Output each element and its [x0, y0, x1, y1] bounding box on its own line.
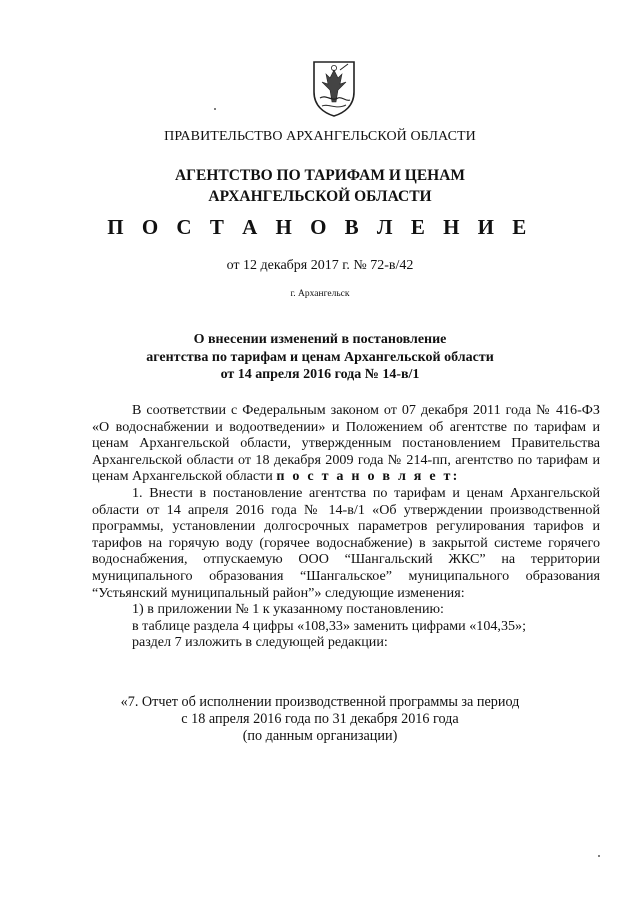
coat-of-arms-archangel-icon	[310, 58, 358, 118]
subject-line3: от 14 апреля 2016 года № 14-в/1	[220, 367, 420, 382]
section-7-heading	[0, 694, 640, 746]
sub-item-table-change: в таблице раздела 4 цифры «108,33» заменить цифрами «104,35»;	[132, 617, 526, 634]
section-7-line1: «7. Отчет об исполнении производственной программы за период	[120, 694, 520, 710]
scan-speck	[214, 108, 216, 110]
preamble-paragraph	[92, 402, 600, 485]
resolves-keyword: п о с т а н о в л я е т:	[276, 468, 460, 485]
subject-line1: О внесении изменений в постановление	[193, 332, 447, 347]
item-1-paragraph: 1. Внести в постановление агентства по тарифам и ценам Архангельской области от 14 апреля 2016 года № 14-в/1 «Об утверждении производственной программы, установлении долгосрочных параметров регулирования тарифов и тарифов на горячую воду (горячее водоснабжение) в закрытой системе горячего водоснабжения, отпускаемую ООО “Шангальский ЖКС” на территории муниципального образования “Шангальское” муниципального образования “Устьянский муниципальный район”» следующие изменения:	[92, 484, 600, 601]
sub-item-1: 1) в приложении № 1 к указанному постановлению:	[132, 601, 444, 618]
section-7-line3: (по данным организации)	[242, 728, 398, 745]
agency-title	[0, 165, 640, 207]
scan-speck	[598, 855, 600, 857]
government-title: ПРАВИТЕЛЬСТВО АРХАНГЕЛЬСКОЙ ОБЛАСТИ	[164, 129, 476, 144]
document-body	[92, 402, 600, 651]
section-7-line2: с 18 апреля 2016 года по 31 декабря 2016 года	[181, 711, 459, 728]
subject-line2: агентства по тарифам и ценам Архангельской области	[146, 349, 494, 365]
agency-title-line2: АРХАНГЕЛЬСКОЙ ОБЛАСТИ	[208, 188, 432, 205]
subject-heading	[0, 331, 640, 384]
date-and-number: от 12 декабря 2017 г. № 72-в/42	[226, 258, 414, 273]
sub-item-section-7: раздел 7 изложить в следующей редакции:	[132, 634, 388, 651]
agency-title-line1: АГЕНТСТВО ПО ТАРИФАМ И ЦЕНАМ	[174, 167, 466, 184]
preamble-text: В соответствии с Федеральным законом от 07 декабря 2011 года № 416-ФЗ «О водоснабжении и водоотведении» и Положением об агентстве по тарифам и ценам Архангельской области, утвержденным постановлением Правительства Архангельской области от 18 декабря 2009 года № 214-пп, агентство по тарифам и ценам Архангельской области	[92, 402, 600, 485]
document-type-heading: П О С Т А Н О В Л Е Н И Е	[107, 215, 533, 239]
city-label: г. Архангельск	[290, 289, 350, 299]
